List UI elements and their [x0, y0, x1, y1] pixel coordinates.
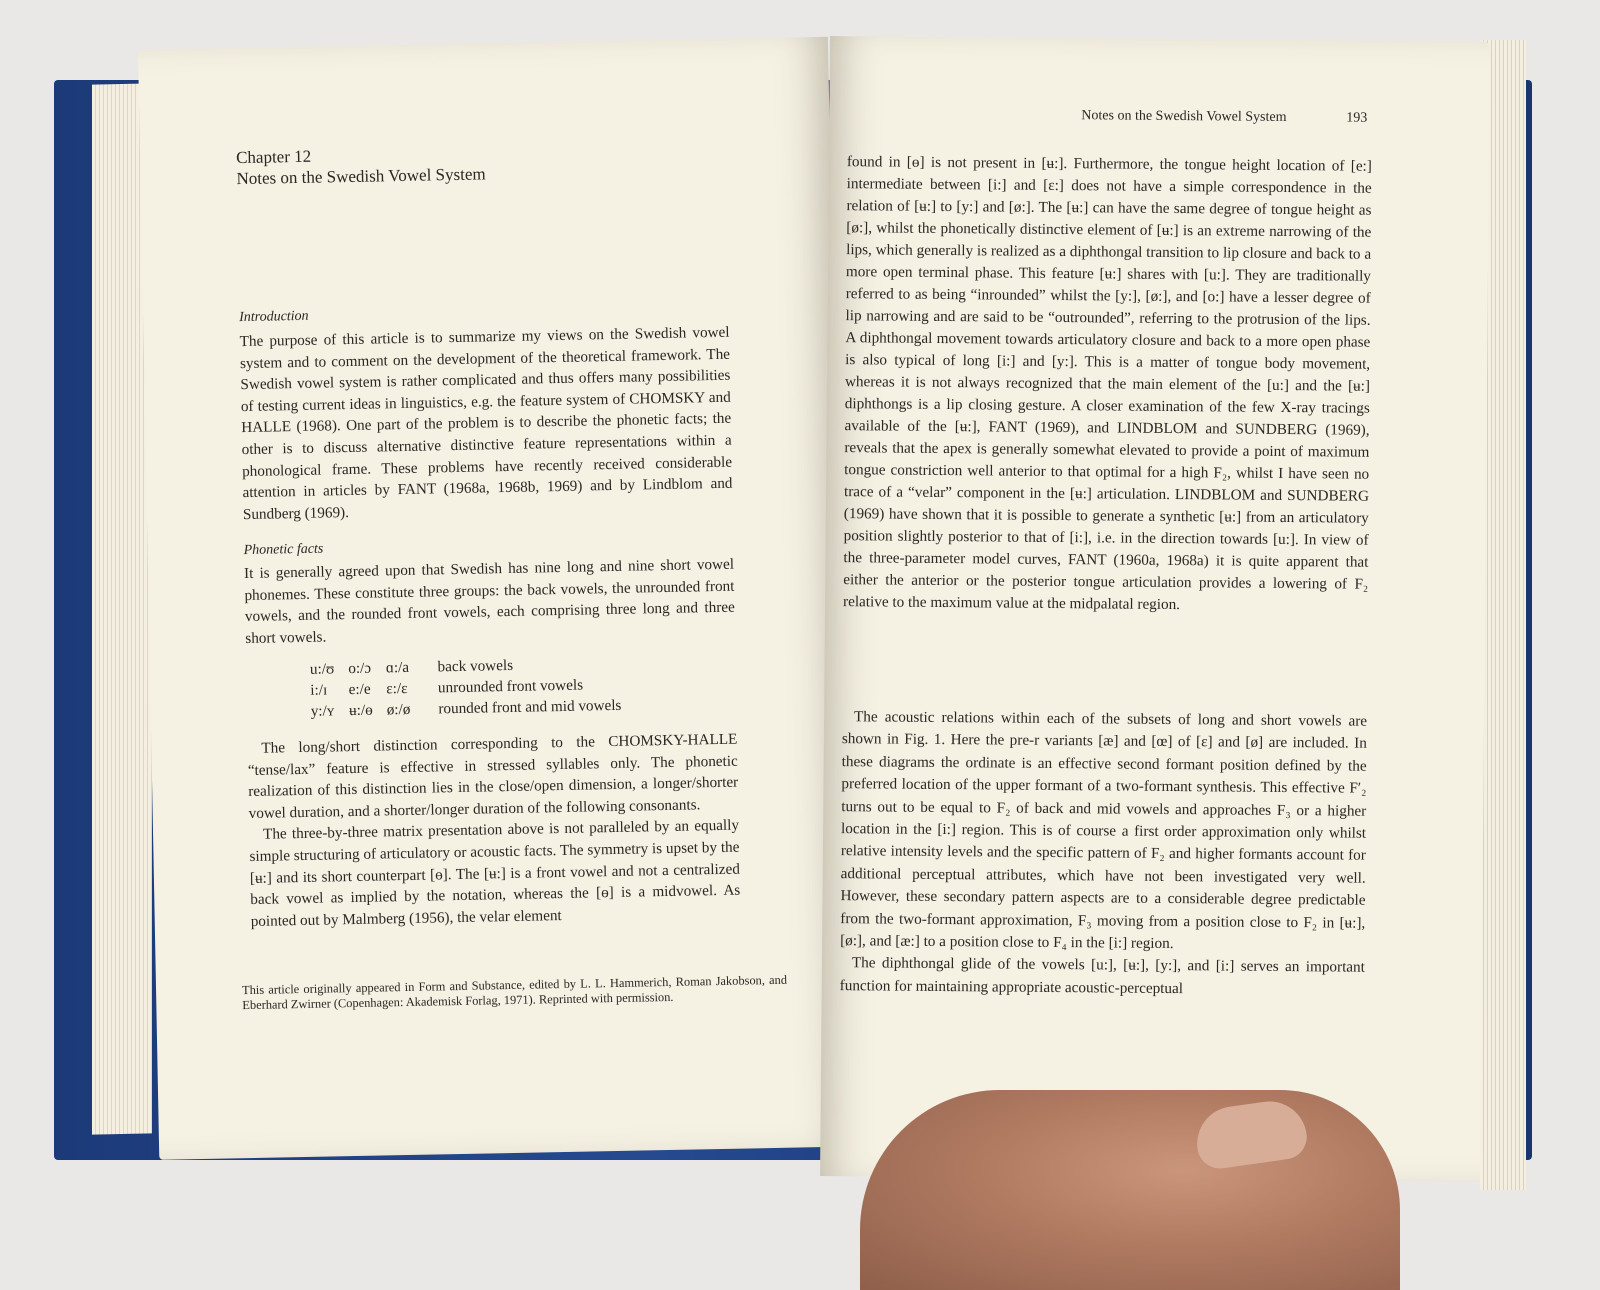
left-page — [138, 37, 849, 1160]
vowel-cell: ʉ:/ɵ — [348, 701, 373, 720]
vowel-cell: ɛ:/ɛ — [386, 679, 408, 698]
long-short-paragraph: The long/short distinction corresponding to the CHOMSKY-HALLE “tense/lax” feature is effective in stressed syllables only. The phonetic realization of this distinction lies in the close/open dimension, a longer/shorter vowel duration, and a shorter/longer duration of the following consonants. — [247, 730, 739, 822]
chapter-title: Notes on the Swedish Vowel System — [236, 164, 486, 189]
right-body-bottom — [840, 706, 1368, 1002]
vowel-cell: i:/ɪ — [310, 681, 328, 699]
continued-paragraph: found in [ɵ] is not present in [ʉ:]. Furthermore, the tongue height location of [e:] intermediate between [i:] and [ɛ:] does not have a simple correspondence in the relation of [ʉ:] to [y:] and [ø:]. The [ʉ:] can have the same degree of tongue height as [ø:], whilst the phonetically distinctive element of [ʉ:] is an extreme narrowing of the lips, which generally is realized as a diphthongal transition to lip closure and back to a more open terminal phase. This feature [ʉ:] shares with [u:]. They are traditionally referred to as being “inrounded” whilst the [y:], [ø:], and [o:] have a lesser degree of lip narrowing and are said to be “outrounded”, referring to the protrusion of the lips. A diphthongal movement towards articulatory closure and back to a more open phase is also typical of long [i:] and [y:]. This is a matter of tongue body movement, whereas it is not always recognized that the main element of the [u:] and the [ʉ:] diphthongs is a lip closing gesture. A closer examination of the few X-ray tracings available of the [ʉ:], FANT (1969), and LINDBLOM and SUNDBERG (1969), reveals that the apex is generally somewhat elevated to provide a point of maximum tongue constriction well anterior to that optimal for a high F₂, whilst I have seen no trace of a “velar” component in the [ʉ:] articulation. LINDBLOM and SUNDBERG (1969) have shown that it is possible to generate a synthetic [ʉ:] from an articulatory position slightly posterior to that of [i:], i.e. in the direction towards [u:]. In view of the three-parameter model curves, FANT (1960a, 1968a) it is quite apparent that either the anterior or the posterior tongue articulation provides a lowering of F₂ relative to the maximum value at the midpalatal region. — [842, 153, 1372, 614]
vowel-cell: ø:/ø — [386, 700, 411, 719]
diphthongal-glide-paragraph: The diphthongal glide of the vowels [u:], [ʉ:], [y:], and [i:] serves an important function for maintaining appropriate acoustic-perceptual — [839, 954, 1365, 997]
phonetic-facts-heading: Phonetic facts — [243, 541, 324, 559]
vowel-cell: e:/e — [348, 680, 371, 699]
holding-hand — [860, 1090, 1400, 1290]
page-number: 193 — [1346, 110, 1368, 126]
right-page — [820, 36, 1490, 1182]
phonetic-text: It is generally agreed upon that Swedish has nine long and nine short vowel phonemes. These constitute three groups: the back vowels, the unrounded front vowels, and the rounded front vowels, each comprising three long and three short vowels. — [243, 555, 735, 647]
right-body-top — [843, 151, 1372, 618]
acoustic-relations-paragraph: The acoustic relations within each of the subsets of long and short vowels are shown in Fig. 1. Here the pre-r variants [æ] and [œ] of [ɛ] and [ø] are included. In these diagrams the ordinate is an effective second formant position defined by the preferred location of the upper formant of a two-formant synthesis. This effective F′₂ turns out to be equal to F₂ of back and mid vowels and approaches F₃ or a higher location in the [i:] region. This is of course a first order approximation only whilst relative intensity levels and the specific pattern of F₂ and higher formants account for additional perceptual attributes, which have not been investigated very well. However, these secondary pattern aspects are to a considerable degree predictable from the two-formant approximation, F₃ moving from a position close to F₂ in [ʉ:], [ø:], and [æ:] to a position close to F₄ in the [i:] region. — [840, 708, 1368, 953]
vowel-group-label: unrounded front vowels — [437, 676, 584, 697]
vowel-group-label: rounded front and mid vowels — [438, 696, 622, 718]
left-body-text — [247, 729, 741, 933]
vowel-table — [310, 653, 636, 722]
introduction-paragraph — [239, 322, 733, 526]
matrix-paragraph: The three-by-three matrix presentation above is not paralleled by an equally simple structuring of articulatory or acoustic facts. The symmetry is upset by the [ʉ:] and its short counterpart [ɵ]. The [ʉ:] is a front vowel and not a centralized back vowel as implied by the notation, whereas the [ɵ] is a midvowel. As pointed out by Malmberg (1956), the velar element — [249, 816, 741, 930]
footnote: This article originally appeared in Form and Substance, edited by L. L. Hammerich, Roman Jakobson, and Eberhard Zwirner (Copenhagen: Akademisk Forlag, 1971). Reprinted with permission. — [241, 972, 788, 1013]
introduction-heading: Introduction — [239, 308, 309, 326]
vowel-cell: o:/ɔ — [348, 659, 372, 678]
phonetic-facts-paragraph — [244, 554, 736, 650]
chapter-number: Chapter 12 — [235, 146, 312, 168]
vowel-cell: u:/ʊ — [309, 660, 335, 678]
vowel-cell: ɑ:/a — [385, 658, 410, 677]
introduction-text: The purpose of this article is to summarize my views on the Swedish vowel system and to comment on the development of the theoretical framework. The Swedish vowel system is rather complicated and thus offers many possibilities of testing current ideas in linguistics, e.g. the feature system of CHOMSKY and HALLE (1968). One part of the problem is to describe the phonetic facts; the other is to discuss alternative distinctive feature representations within a phonological frame. These problems have recently received considerable attention in articles by FANT (1968a, 1968b, 1969) and by Lindblom and Sundberg (1969). — [239, 323, 733, 523]
running-head: Notes on the Swedish Vowel System — [1081, 108, 1287, 125]
vowel-group-label: back vowels — [437, 656, 514, 676]
vowel-cell: y:/ʏ — [310, 702, 335, 720]
